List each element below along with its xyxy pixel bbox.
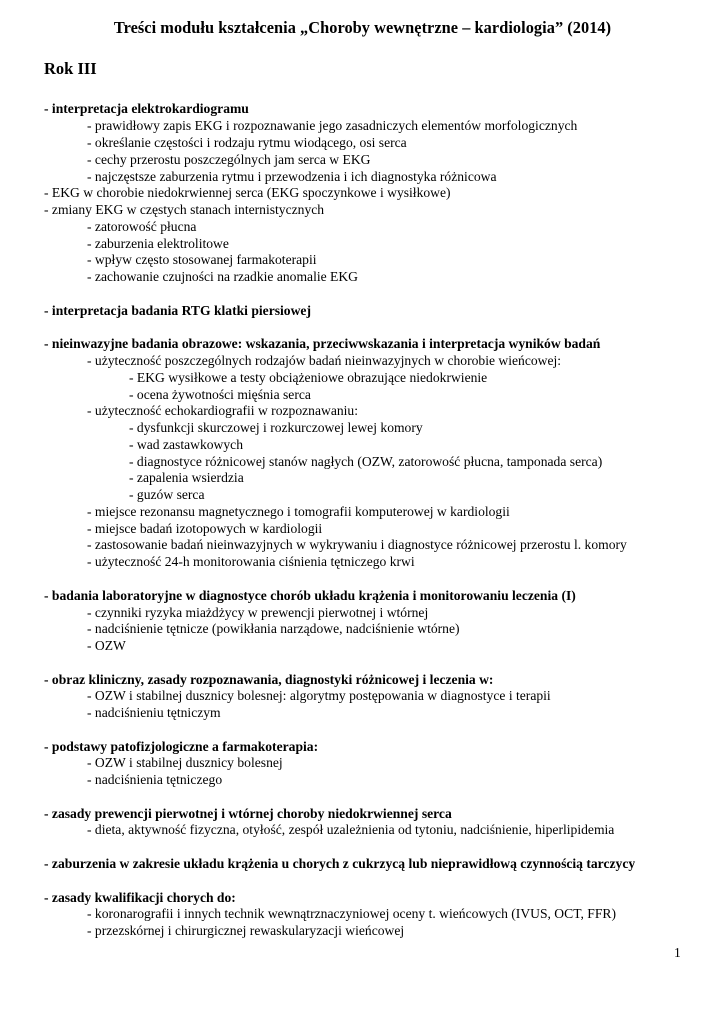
list-item: - użyteczność poszczególnych rodzajów badań nieinwazyjnych w chorobie wieńcowej: — [87, 353, 562, 368]
list-item: - koronarografii i innych technik wewnątrznaczyniowej oceny t. wieńcowych (IVUS, OCT, FFR) — [87, 906, 617, 921]
section-clinical-picture: - obraz kliniczny, zasady rozpoznawania, diagnostyki różnicowej i leczenia w: — [44, 672, 494, 687]
list-item: - wpływ często stosowanej farmakoterapii — [87, 252, 317, 267]
list-item: - nadciśnieniu tętniczym — [87, 705, 221, 720]
list-item: - EKG wysiłkowe a testy obciążeniowe obrazujące niedokrwienie — [129, 370, 488, 385]
list-item: - zatorowość płucna — [87, 219, 197, 234]
list-item: - nadciśnienia tętniczego — [87, 772, 223, 787]
section-diabetes-thyroid: - zaburzenia w zakresie układu krążenia u chorych z cukrzycą lub nieprawidłową czynnością tarczycy — [44, 856, 636, 871]
section-noninvasive-imaging: - nieinwazyjne badania obrazowe: wskazania, przeciwwskazania i interpretacja wyników badań — [44, 336, 601, 351]
list-item: - miejsce badań izotopowych w kardiologii — [87, 521, 323, 536]
list-item: - użyteczność echokardiografii w rozpoznawaniu: — [87, 403, 358, 418]
list-item: - najczęstsze zaburzenia rytmu i przewodzenia i ich diagnostyka różnicowa — [87, 169, 497, 184]
list-item: - użyteczność 24-h monitorowania ciśnienia tętniczego krwi — [87, 554, 415, 569]
list-item: - diagnostyce różnicowej stanów nagłych (OZW, zatorowość płucna, tamponada serca) — [129, 454, 603, 469]
section-prevention: - zasady prewencji pierwotnej i wtórnej choroby niedokrwiennej serca — [44, 806, 452, 821]
list-item: - dieta, aktywność fizyczna, otyłość, zespół uzależnienia od tytoniu, nadciśnienie, hiperlipidemia — [87, 822, 615, 837]
list-item: - wad zastawkowych — [129, 437, 243, 452]
list-item: - zapalenia wsierdzia — [129, 470, 244, 485]
list-item: - dysfunkcji skurczowej i rozkurczowej lewej komory — [129, 420, 423, 435]
list-item: - czynniki ryzyka miażdżycy w prewencji pierwotnej i wtórnej — [87, 605, 429, 620]
list-item: - zmiany EKG w częstych stanach internistycznych — [44, 202, 325, 217]
section-qualification: - zasady kwalifikacji chorych do: — [44, 890, 236, 905]
list-item: - OZW — [87, 638, 126, 653]
list-item: - zachowanie czujności na rzadkie anomalie EKG — [87, 269, 358, 284]
list-item: - określanie częstości i rodzaju rytmu wiodącego, osi serca — [87, 135, 407, 150]
document-title: Treści modułu kształcenia „Choroby wewnętrzne – kardiologia” (2014) — [113, 18, 612, 37]
year-heading: Rok III — [44, 59, 97, 78]
section-chest-xray: - interpretacja badania RTG klatki piersiowej — [44, 303, 311, 318]
list-item: - EKG w chorobie niedokrwiennej serca (EKG spoczynkowe i wysiłkowe) — [44, 185, 451, 200]
list-item: - OZW i stabilnej dusznicy bolesnej: algorytmy postępowania w diagnostyce i terapii — [87, 688, 551, 703]
list-item: - ocena żywotności mięśnia serca — [129, 387, 311, 402]
list-item: - przezskórnej i chirurgicznej rewaskularyzacji wieńcowej — [87, 923, 405, 938]
list-item: - zaburzenia elektrolitowe — [87, 236, 229, 251]
page-number: 1 — [674, 945, 681, 960]
section-pathophysiology: - podstawy patofizjologiczne a farmakoterapia: — [44, 739, 319, 754]
list-item: - prawidłowy zapis EKG i rozpoznawanie jego zasadniczych elementów morfologicznych — [87, 118, 578, 133]
list-item: - zastosowanie badań nieinwazyjnych w wykrywaniu i diagnostyce różnicowej przerostu l. komory — [87, 537, 627, 552]
list-item: - nadciśnienie tętnicze (powikłania narządowe, nadciśnienie wtórne) — [87, 621, 460, 636]
list-item: - miejsce rezonansu magnetycznego i tomografii komputerowej w kardiologii — [87, 504, 510, 519]
section-laboratory-tests: - badania laboratoryjne w diagnostyce chorób układu krążenia i monitorowaniu leczenia (I) — [44, 588, 576, 603]
list-item: - OZW i stabilnej dusznicy bolesnej — [87, 755, 283, 770]
section-ekg-interpretation: - interpretacja elektrokardiogramu — [44, 101, 249, 116]
list-item: - guzów serca — [129, 487, 205, 502]
list-item: - cechy przerostu poszczególnych jam serca w EKG — [87, 152, 371, 167]
